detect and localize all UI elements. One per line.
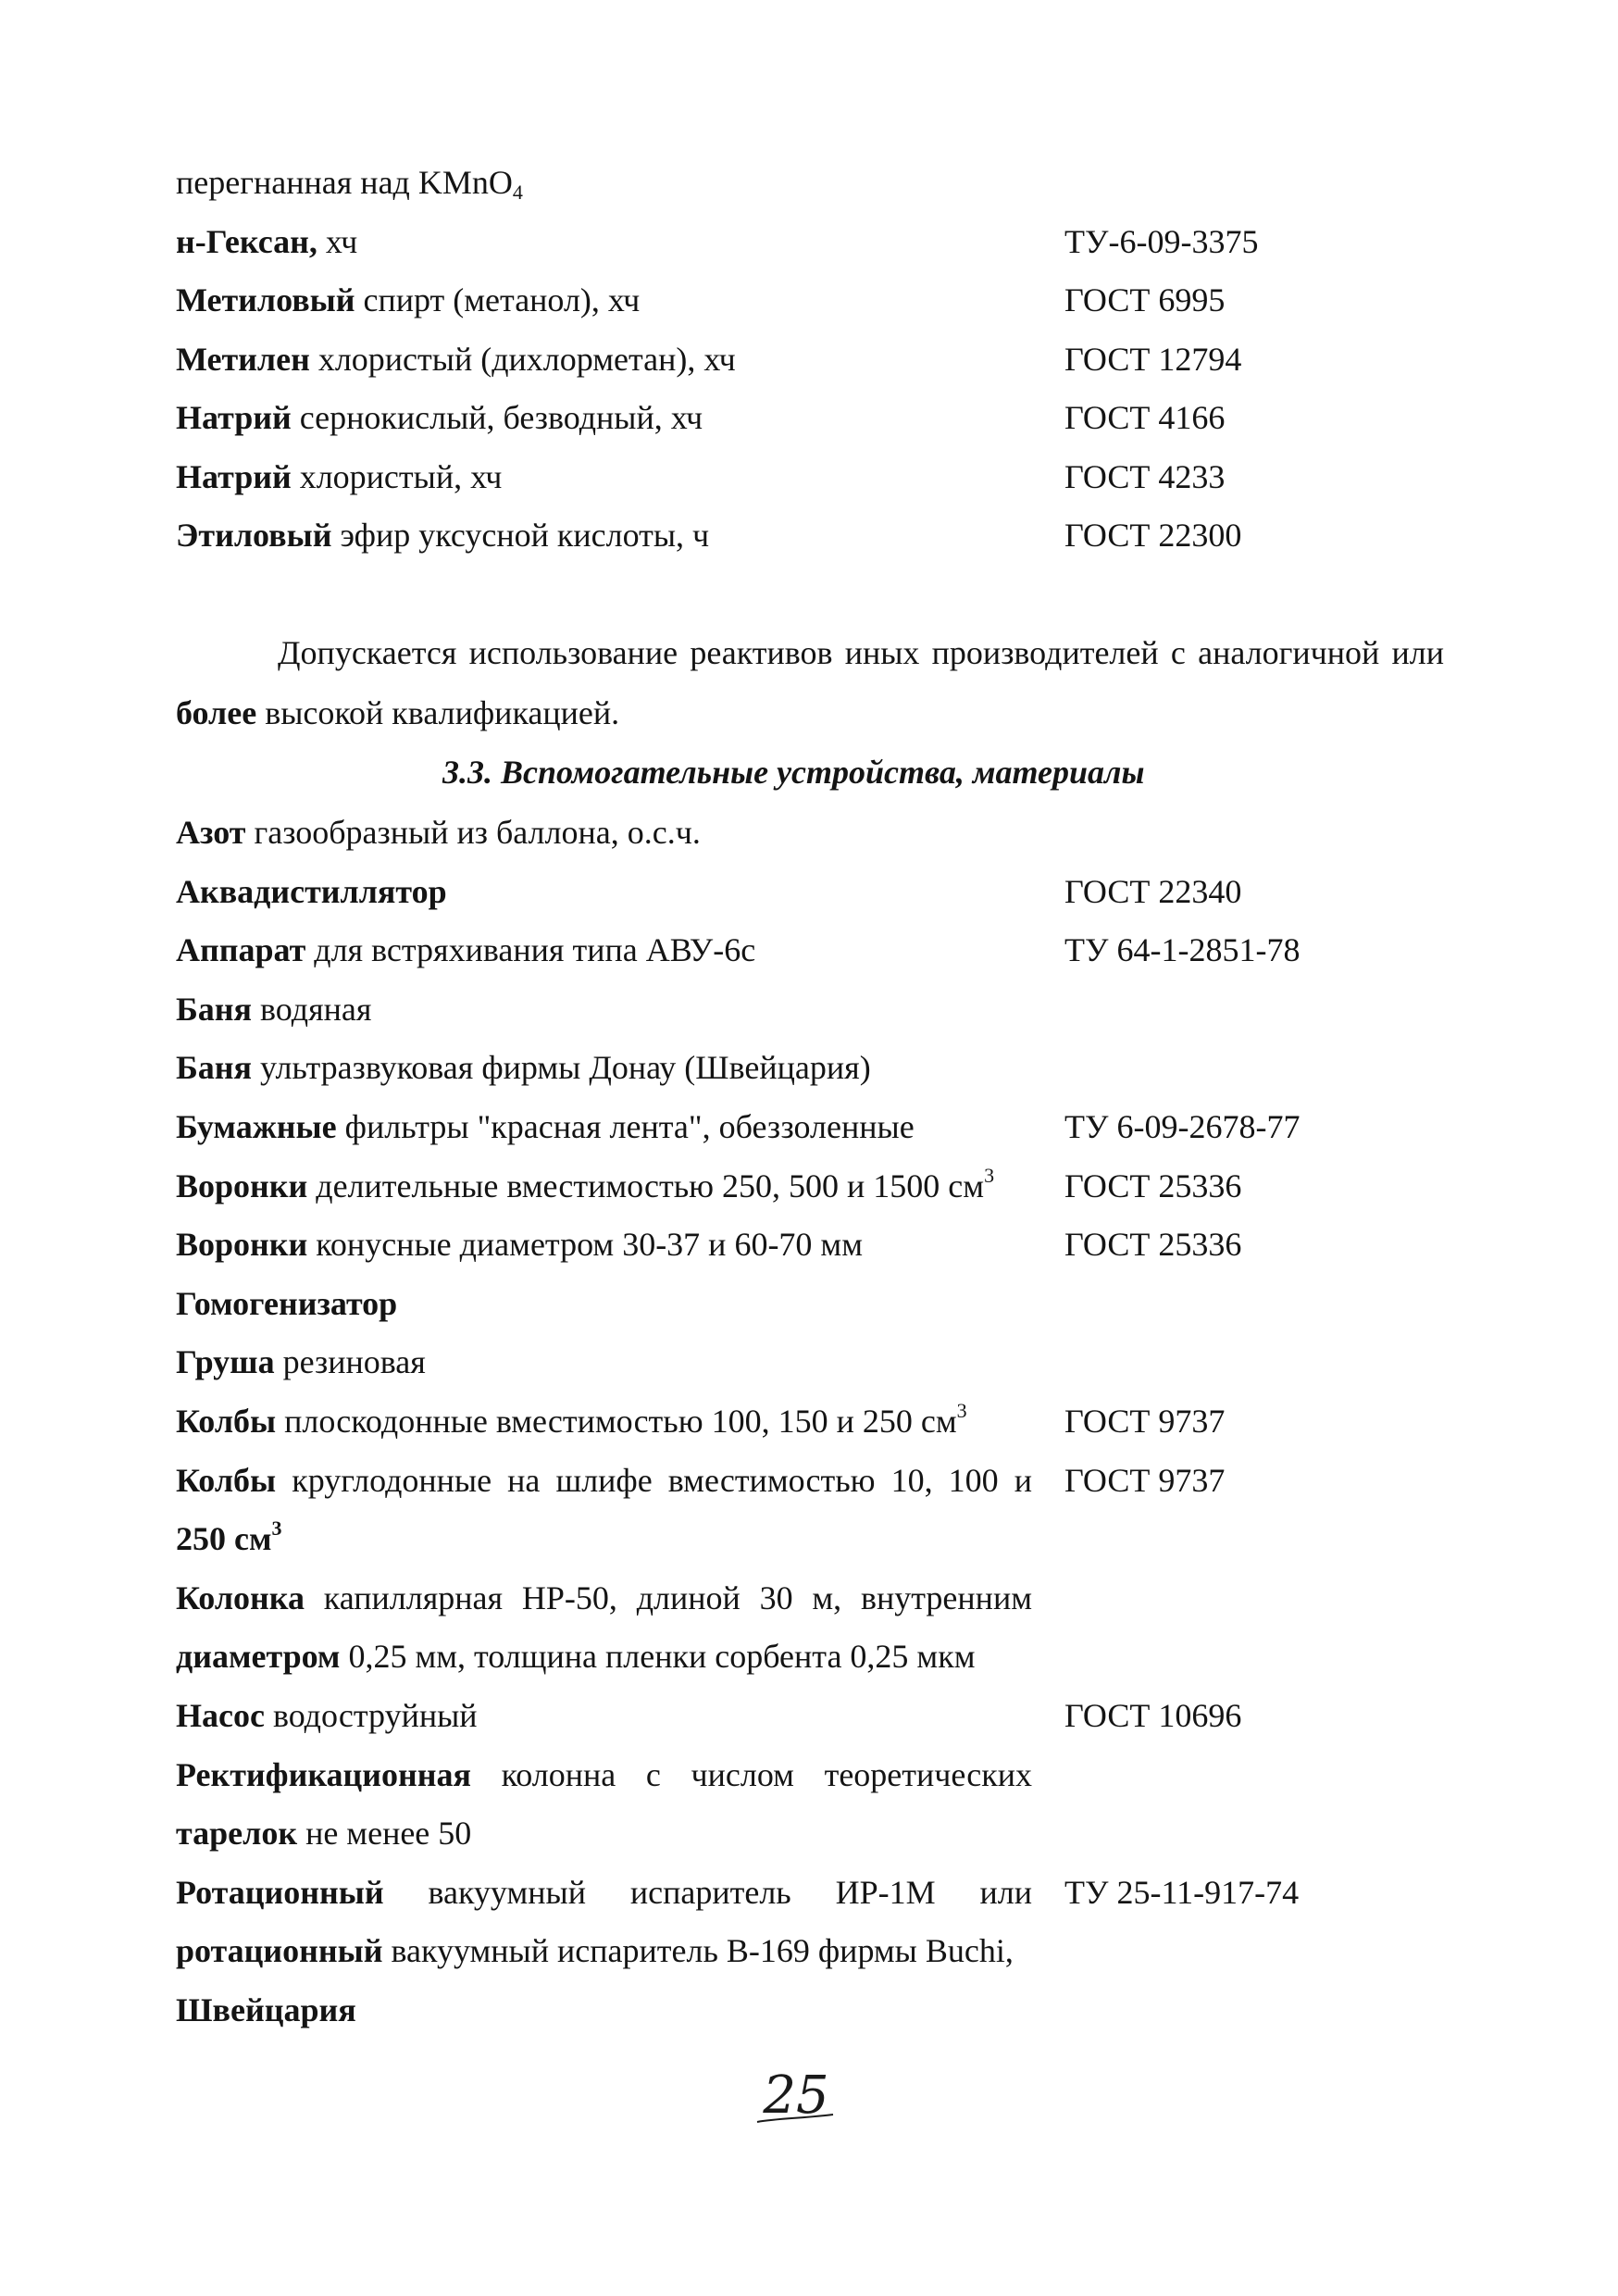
- material-item-name: Бумажные: [176, 1108, 337, 1145]
- material-item-name: Швейцария: [176, 1991, 356, 2028]
- material-item-5: [176, 1106, 915, 1147]
- section-title: 3.3. Вспомогательные устройства, материалы: [442, 754, 1145, 791]
- material-item-standard: ТУ 25-11-917-74: [1064, 1873, 1300, 1911]
- material-item-text: водоструйный: [264, 1697, 478, 1734]
- material-item-standard: ГОСТ 10696: [1064, 1697, 1242, 1734]
- material-item-15: [176, 1695, 478, 1736]
- material-item-name: Воронки: [176, 1167, 308, 1204]
- material-item-name: Насос: [176, 1697, 265, 1734]
- material-item-standard: ГОСТ 22340: [1064, 872, 1242, 910]
- note-line-2-rest: высокой квалификацией.: [256, 694, 620, 731]
- material-item-superscript: 3: [271, 1516, 282, 1541]
- material-item-name: тарелок: [176, 1815, 298, 1853]
- material-item-name: 250 см: [176, 1520, 272, 1558]
- reagent-item-name: Метиловый: [176, 281, 355, 318]
- reagent-item-standard: ГОСТ 12794: [1064, 340, 1242, 378]
- reagent-item-name: н-Гексан,: [176, 222, 317, 260]
- material-item-name: Аппарат: [176, 931, 306, 969]
- material-item-name: ротационный: [176, 1932, 383, 1970]
- material-item-text: 0,25 мм, толщина пленки сорбента 0,25 мкм: [340, 1638, 976, 1676]
- material-item-text: резиновая: [274, 1343, 426, 1381]
- material-item-10: [176, 1401, 967, 1441]
- material-item-name: Аквадистиллятор: [176, 872, 447, 910]
- material-item-standard: ГОСТ 9737: [1064, 1461, 1226, 1499]
- reagent-item-text: хлористый, хч: [291, 457, 503, 495]
- material-item-6: [176, 1163, 995, 1206]
- material-item-3: [176, 989, 371, 1029]
- material-item-16: [176, 1754, 1032, 1795]
- material-item-4: [176, 1047, 871, 1088]
- note-line-2: [176, 693, 619, 733]
- material-item-name: Ротационный: [176, 1873, 384, 1911]
- material-item-text: газообразный из баллона, о.с.ч.: [245, 814, 701, 851]
- reagent-item-0: [176, 162, 523, 203]
- material-item-text: водяная: [252, 990, 372, 1028]
- reagent-item-text: спирт (метанол), хч: [355, 281, 641, 318]
- material-item-18: [176, 1872, 1032, 1913]
- reagent-item-text: перегнанная над KMnO: [176, 164, 513, 201]
- note-line-1: Допускается использование реактивов иных производителей с аналогичной или: [278, 634, 1444, 671]
- material-item-name: Ректификационная: [176, 1755, 471, 1793]
- reagent-item-text: эфир уксусной кислоты, ч: [331, 517, 710, 554]
- reagent-item-5: [176, 456, 502, 497]
- material-item-name: Колбы: [176, 1403, 277, 1440]
- page-number-text: 25: [763, 2065, 829, 2126]
- material-item-text: не менее 50: [297, 1815, 472, 1853]
- material-item-text: колонна с числом теоретических: [470, 1755, 1032, 1793]
- note-line-2-bold: более: [176, 694, 257, 731]
- material-item-name: Колбы: [176, 1461, 277, 1499]
- reagent-item-standard: ТУ-6-09-3375: [1064, 222, 1259, 260]
- material-item-text: капиллярная HP-50, длиной 30 м, внутренним: [304, 1578, 1032, 1616]
- reagent-item-name: Натрий: [176, 399, 292, 436]
- reagent-item-1: [176, 221, 357, 262]
- material-item-name: Баня: [176, 1049, 253, 1087]
- material-item-9: [176, 1341, 426, 1382]
- reagent-item-text: хч: [317, 222, 358, 260]
- material-item-1: [176, 871, 447, 912]
- material-item-name: Колонка: [176, 1578, 305, 1616]
- reagent-item-4: [176, 397, 703, 438]
- reagent-item-name: Этиловый: [176, 517, 332, 554]
- material-item-standard: ГОСТ 9737: [1064, 1403, 1226, 1440]
- material-item-12: [176, 1518, 282, 1559]
- material-item-text: фильтры "красная лента", обеззоленные: [336, 1108, 915, 1145]
- material-item-text: вакуумный испаритель ИР-1М или: [383, 1873, 1032, 1911]
- reagent-item-standard: ГОСТ 22300: [1064, 517, 1242, 554]
- material-item-11: [176, 1460, 1032, 1501]
- material-item-name: Груша: [176, 1343, 275, 1381]
- material-item-19: [176, 1930, 1014, 1971]
- material-item-name: Воронки: [176, 1226, 308, 1264]
- material-item-7: [176, 1224, 863, 1265]
- reagent-item-standard: ГОСТ 6995: [1064, 281, 1226, 318]
- material-item-superscript: 3: [956, 1399, 967, 1422]
- reagent-item-text: сернокислый, безводный, хч: [291, 399, 703, 436]
- reagent-item-3: [176, 339, 736, 380]
- material-item-name: Гомогенизатор: [176, 1284, 398, 1322]
- material-item-text: конусные диаметром 30-37 и 60-70 мм: [307, 1226, 863, 1264]
- material-item-2: [176, 930, 755, 970]
- material-item-20: [176, 1990, 356, 2030]
- reagent-item-standard: ГОСТ 4233: [1064, 457, 1226, 495]
- reagent-item-name: Метилен: [176, 340, 310, 378]
- material-item-standard: ГОСТ 25336: [1064, 1167, 1242, 1204]
- material-item-text: круглодонные на шлифе вместимостью 10, 100 и: [276, 1461, 1032, 1499]
- page-number: [741, 2065, 852, 2139]
- material-item-name: диаметром: [176, 1638, 341, 1676]
- reagent-item-standard: ГОСТ 4166: [1064, 399, 1226, 436]
- material-item-text: плоскодонные вместимостью 100, 150 и 250 см: [276, 1403, 957, 1440]
- material-item-standard: ТУ 64-1-2851-78: [1064, 931, 1301, 969]
- material-item-17: [176, 1813, 471, 1853]
- material-item-standard: ТУ 6-09-2678-77: [1064, 1108, 1301, 1145]
- reagent-item-text: хлористый (дихлорметан), хч: [309, 340, 736, 378]
- material-item-14: [176, 1636, 975, 1677]
- reagent-item-subscript: 4: [512, 181, 523, 204]
- material-item-text: вакуумный испаритель В-169 фирмы Buchi,: [382, 1932, 1014, 1970]
- material-item-13: [176, 1578, 1032, 1618]
- material-item-standard: ГОСТ 25336: [1064, 1226, 1242, 1264]
- material-item-text: ультразвуковая фирмы Донау (Швейцария): [252, 1049, 871, 1087]
- material-item-8: [176, 1283, 397, 1324]
- material-item-name: Азот: [176, 814, 246, 851]
- material-item-name: Баня: [176, 990, 253, 1028]
- material-item-superscript: 3: [984, 1163, 995, 1187]
- material-item-text: делительные вместимостью 250, 500 и 1500 см: [307, 1167, 985, 1204]
- reagent-item-2: [176, 280, 640, 320]
- reagent-item-name: Натрий: [176, 457, 292, 495]
- reagent-item-6: [176, 515, 709, 555]
- material-item-text: для встряхивания типа АВУ-6с: [305, 931, 756, 969]
- material-item-0: [176, 812, 701, 853]
